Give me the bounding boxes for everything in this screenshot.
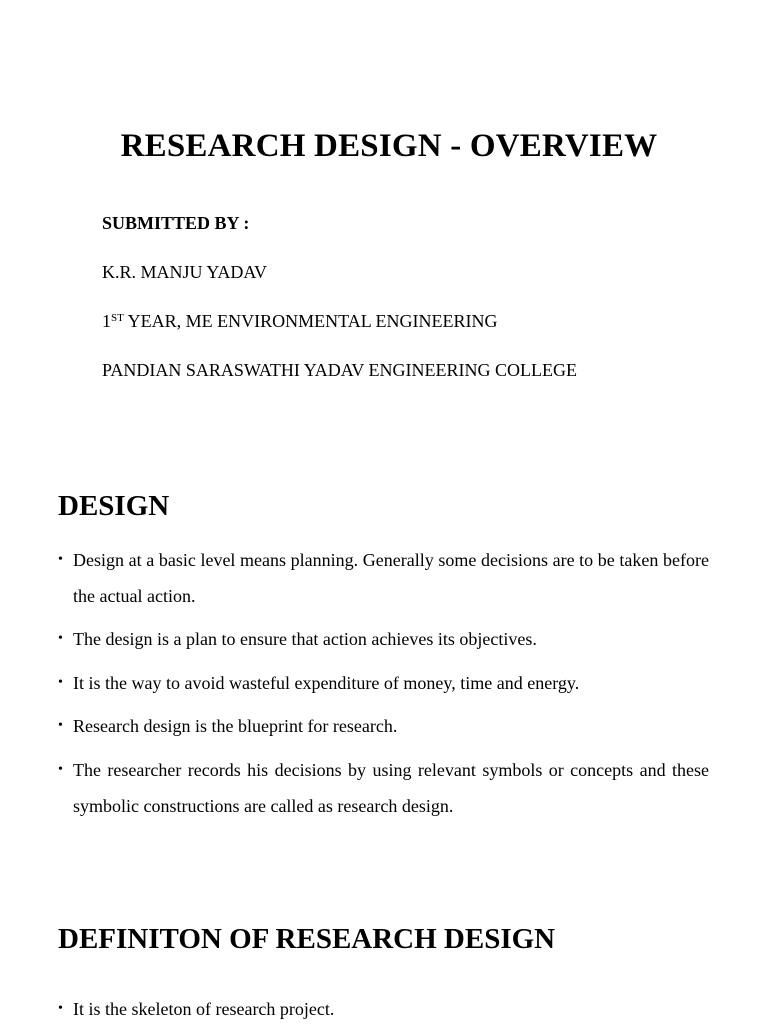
list-item-text: Design at a basic level means planning. Generally some decisions are to be taken before the actual action. xyxy=(73,550,709,606)
list-item xyxy=(58,752,709,824)
list-item xyxy=(58,621,709,657)
year-suffix: ST xyxy=(111,312,124,324)
bullet-icon: • xyxy=(58,631,63,646)
list-item-text: The researcher records his decisions by using relevant symbols or concepts and these symbolic constructions are called as research design. xyxy=(73,760,709,816)
author-name: K.R. MANJU YADAV xyxy=(102,262,268,282)
submitted-by-label: SUBMITTED BY : xyxy=(102,213,250,233)
author-year xyxy=(102,311,498,332)
year-program: YEAR, ME ENVIRONMENTAL ENGINEERING xyxy=(123,311,498,331)
list-item xyxy=(58,991,709,1027)
definition-heading: DEFINITON OF RESEARCH DESIGN xyxy=(58,923,556,955)
bullet-icon: • xyxy=(58,675,63,690)
list-item-text: Research design is the blueprint for research. xyxy=(73,716,398,736)
bullet-icon: • xyxy=(58,718,63,733)
list-item-text: The design is a plan to ensure that action achieves its objectives. xyxy=(73,629,537,649)
bullet-icon: • xyxy=(58,762,63,777)
bullet-icon: • xyxy=(58,552,63,567)
document-title: RESEARCH DESIGN - OVERVIEW xyxy=(120,128,658,164)
list-item-text: It is the way to avoid wasteful expenditure of money, time and energy. xyxy=(73,673,580,693)
list-item xyxy=(58,542,709,614)
design-heading: DESIGN xyxy=(58,490,170,522)
design-bullet-list xyxy=(58,542,709,824)
definition-bullet-list xyxy=(58,991,709,1027)
list-item-text: It is the skeleton of research project. xyxy=(73,999,335,1019)
list-item xyxy=(58,665,709,701)
year-number: 1 xyxy=(102,311,111,331)
list-item xyxy=(58,708,709,744)
bullet-icon: • xyxy=(58,1001,63,1016)
author-college: PANDIAN SARASWATHI YADAV ENGINEERING COLLEGE xyxy=(102,360,578,380)
